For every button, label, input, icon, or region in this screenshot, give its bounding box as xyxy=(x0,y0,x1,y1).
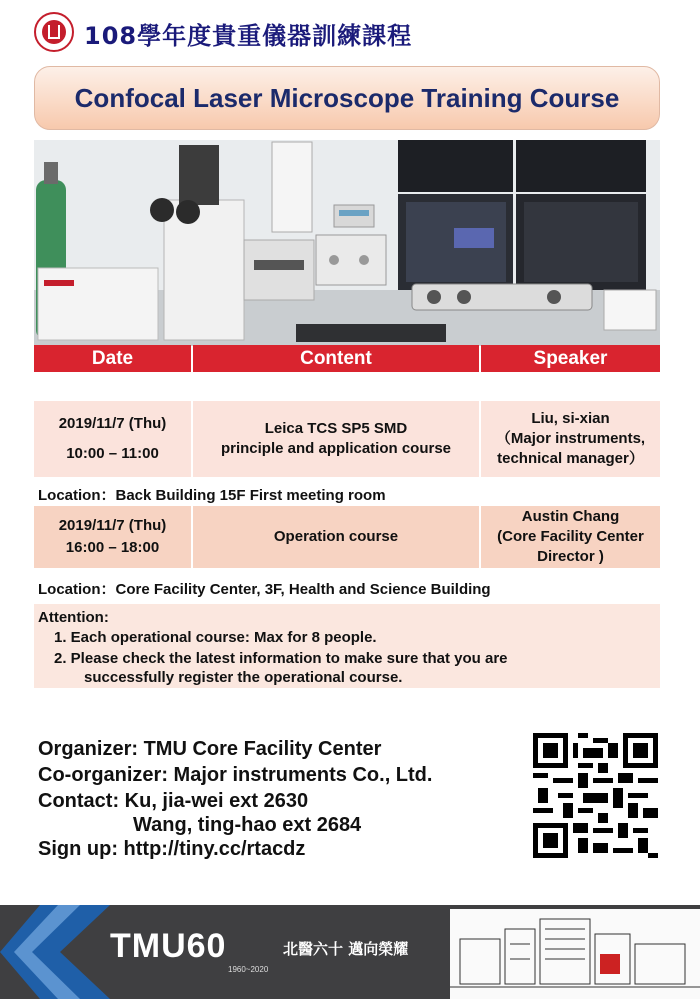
attention-title: Attention: xyxy=(38,609,109,626)
session-1-date: 2019/11/7 (Thu) xyxy=(58,415,167,432)
session-1-content-title: Leica TCS SP5 SMD xyxy=(264,420,408,437)
attention-box xyxy=(34,604,660,688)
session-1-date-cell xyxy=(34,401,191,477)
organizer: Organizer: TMU Core Facility Center xyxy=(38,738,382,760)
contact: Contact: Ku, jia-wei ext 2630 xyxy=(38,790,309,812)
session-2-speaker-cell xyxy=(481,506,660,568)
lab-illustration xyxy=(34,140,660,346)
attention-item-2: 2. Please check the latest information to make sure that you are xyxy=(54,650,508,667)
session-2-speaker-role: Director ) xyxy=(537,548,604,565)
session-2-time: 16:00 – 18:00 xyxy=(65,539,160,556)
session-1-speaker-role: technical manager） xyxy=(497,450,644,467)
contact-2: Wang, ting-hao ext 2684 xyxy=(133,814,362,836)
footer-years: 1960~2020 xyxy=(228,965,269,974)
session-1-speaker-cell xyxy=(481,401,660,477)
session-1-location: Location：Back Building 15F First meeting room xyxy=(38,487,386,504)
program-title: 108學年度貴重儀器訓練課程 xyxy=(84,22,413,50)
attention-item-1: 1. Each operational course: Max for 8 people. xyxy=(54,629,377,646)
attention-item-2-cont: successfully register the operational course. xyxy=(84,669,403,686)
column-header-date: Date xyxy=(34,345,191,372)
signup-qr-code[interactable] xyxy=(533,733,658,858)
session-2-location: Location：Core Facility Center, 3F, Health and Science Building xyxy=(38,581,491,598)
session-2-speaker-name: Austin Chang xyxy=(521,508,620,525)
sign-up-link[interactable]: Sign up: http://tiny.cc/rtacdz xyxy=(38,838,306,860)
footer-banner xyxy=(0,905,700,999)
campus-sketch xyxy=(450,909,700,999)
footer-brand: TMU60 xyxy=(110,927,227,965)
course-title: Confocal Laser Microscope Training Course xyxy=(74,82,620,113)
session-2-date-cell xyxy=(34,506,191,568)
session-1-content-desc: principle and application course xyxy=(220,440,452,457)
session-2-content-cell xyxy=(193,506,479,568)
microscope-lab-photo xyxy=(34,140,660,346)
column-header-content: Content xyxy=(193,345,479,372)
session-1-speaker-name: Liu, si-xian xyxy=(531,410,610,427)
session-2-date: 2019/11/7 (Thu) xyxy=(58,517,167,534)
session-2-content-title: Operation course xyxy=(273,528,399,545)
co-organizer: Co-organizer: Major instruments Co., Ltd. xyxy=(38,764,433,786)
footer-slogan: 北醫六十 邁向榮耀 xyxy=(283,940,409,958)
course-title-banner xyxy=(34,66,660,130)
session-1-speaker-org: （Major instruments, xyxy=(495,430,646,447)
chevron-logo-icon xyxy=(0,905,110,999)
session-1-content-cell xyxy=(193,401,479,477)
tmu-logo xyxy=(34,12,74,52)
session-2-speaker-org: (Core Facility Center xyxy=(497,528,644,545)
session-1-time: 10:00 – 11:00 xyxy=(66,445,159,462)
column-header-speaker: Speaker xyxy=(481,345,660,372)
qr-code-graphic xyxy=(533,733,658,858)
